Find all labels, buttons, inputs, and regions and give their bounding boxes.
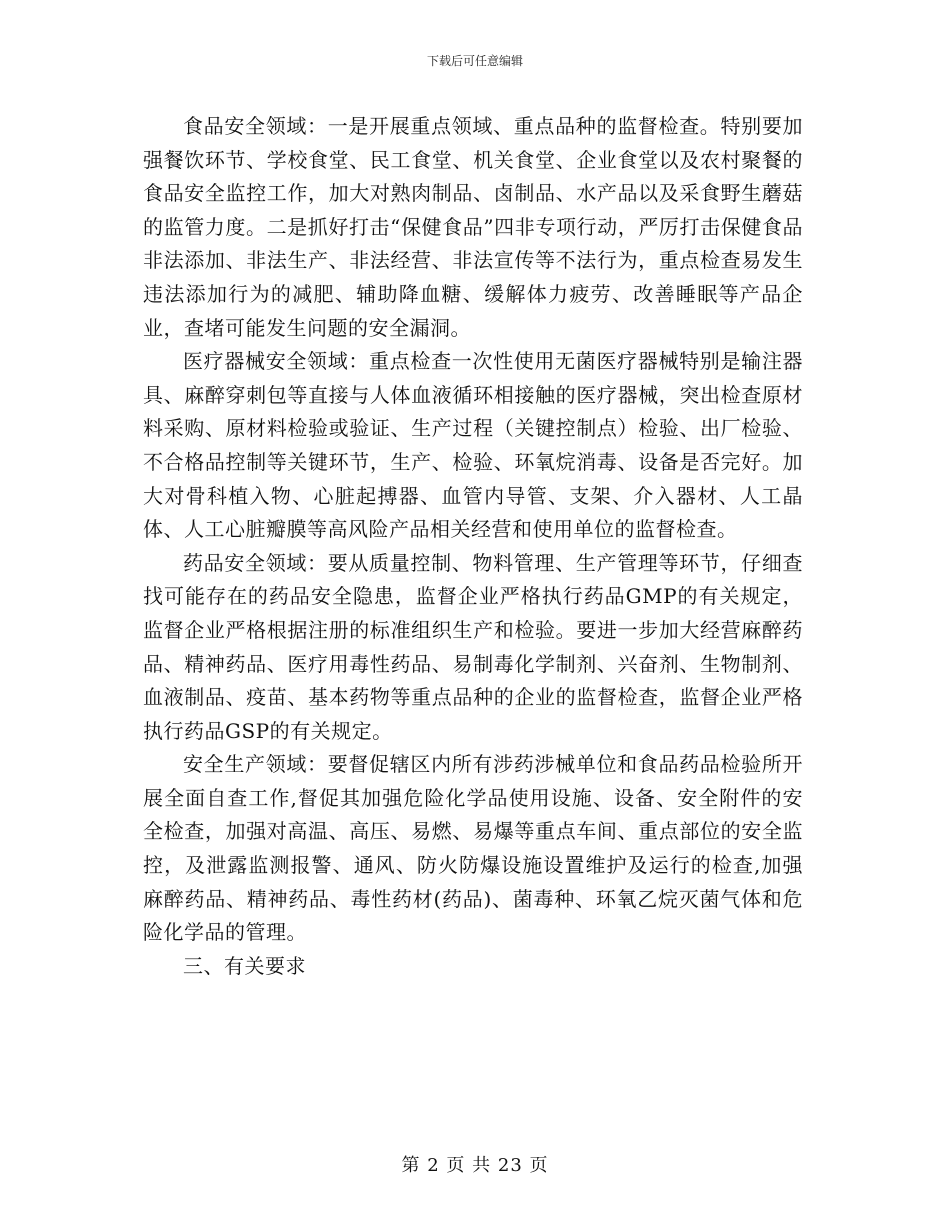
footer-total-pages: 23 <box>497 1155 523 1176</box>
footer-page-number: 2 <box>427 1155 440 1176</box>
document-body <box>143 110 803 983</box>
footer-middle: 页 共 <box>446 1155 492 1176</box>
paragraph-drug-safety: 药品安全领域：要从质量控制、物料管理、生产管理等环节，仔细查找可能存在的药品安全隐患，监督企业严格执行药品GMP的有关规定，监督企业严格根据注册的标准组织生产和检验。要进一步加大经营麻醉药品、精神药品、医疗用毒性药品、易制毒化学制剂、兴奋剂、生物制剂、血液制品、疫苗、基本药物等重点品种的企业的监督检查，监督企业严格执行药品GSP的有关规定。 <box>143 550 803 743</box>
paragraph-production-safety: 安全生产领域：要督促辖区内所有涉药涉械单位和食品药品检验所开展全面自查工作,督促其加强危险化学品使用设施、设备、安全附件的安全检查，加强对高温、高压、易燃、易爆等重点车间、重点部位的安全监控，及泄露监测报警、通风、防火防爆设施设置维护及运行的检查,加强麻醉药品、精神药品、毒性药材(药品)、菌毒种、环氧乙烷灭菌气体和危险化学品的管理。 <box>143 752 803 945</box>
page-header: 下载后可任意编辑 <box>426 54 523 68</box>
page-footer <box>0 1154 950 1178</box>
footer-suffix: 页 <box>529 1155 549 1176</box>
footer-prefix: 第 <box>401 1155 421 1176</box>
paragraph-medical-device-safety: 医疗器械安全领域：重点检查一次性使用无菌医疗器械特别是输注器具、麻醉穿刺包等直接与人体血液循环相接触的医疗器械，突出检查原材料采购、原材料检验或验证、生产过程（关键控制点）检验、出厂检验、不合格品控制等关键环节，生产、检验、环氧烷消毒、设备是否完好。加大对骨科植入物、心脏起搏器、血管内导管、支架、介入器材、人工晶体、人工心脏瓣膜等高风险产品相关经营和使用单位的监督检查。 <box>143 349 803 542</box>
paragraph-food-safety: 食品安全领域：一是开展重点领域、重点品种的监督检查。特别要加强餐饮环节、学校食堂、民工食堂、机关食堂、企业食堂以及农村聚餐的食品安全监控工作，加大对熟肉制品、卤制品、水产品以及采食野生蘑菇的监管力度。二是抓好打击“保健食品”四非专项行动，严厉打击保健食品非法添加、非法生产、非法经营、非法宣传等不法行为，重点检查易发生违法添加行为的减肥、辅助降血糖、缓解体力疲劳、改善睡眠等产品企业，查堵可能发生问题的安全漏洞。 <box>143 114 803 340</box>
section-heading-requirements: 三、有关要求 <box>183 953 306 978</box>
